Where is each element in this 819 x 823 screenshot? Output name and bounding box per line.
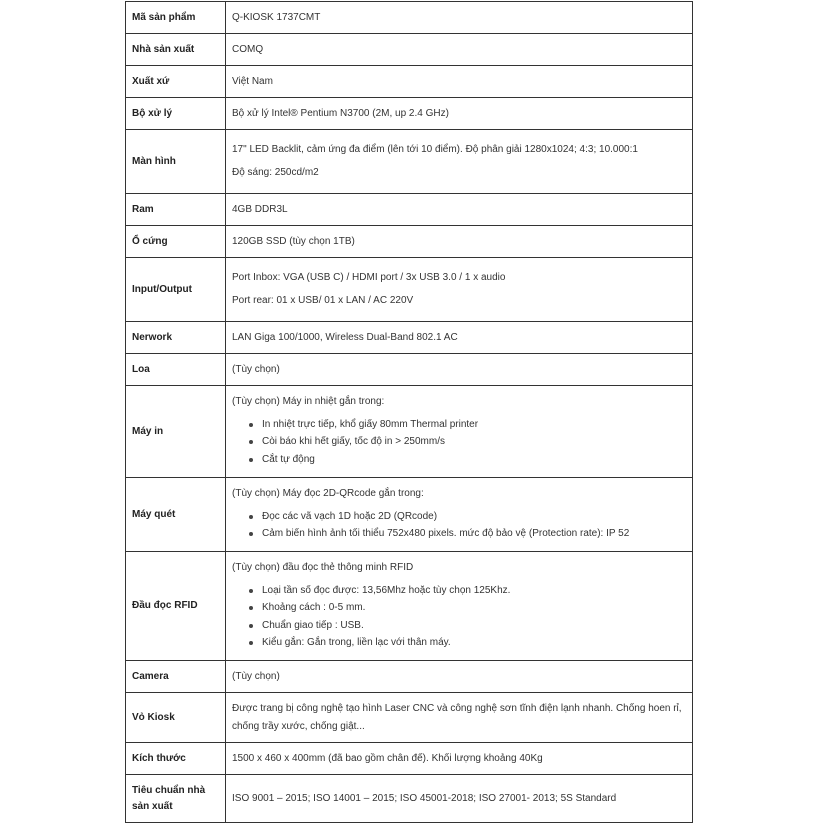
row-value: Việt Nam: [226, 66, 693, 98]
row-line: Được trang bị công nghệ tạo hình Laser CNC và công nghệ sơn tĩnh điện lạnh nhanh. Chống hoen rỉ, chống trầy xước, chống giật...: [232, 702, 682, 732]
row-label: Ram: [126, 194, 226, 226]
row-label: Máy quét: [126, 478, 226, 552]
row-value: [226, 552, 693, 661]
row-value: 1500 x 460 x 400mm (đã bao gồm chân đế). Khối lượng khoảng 40Kg: [226, 743, 693, 775]
row-value: 120GB SSD (tùy chọn 1TB): [226, 226, 693, 258]
row-label: Mã sản phẩm: [126, 2, 226, 34]
table-row: [126, 226, 693, 258]
table-row: [126, 775, 693, 823]
row-label: Màn hình: [126, 130, 226, 194]
row-value: [226, 693, 693, 743]
row-value: [226, 258, 693, 322]
list-item: In nhiệt trực tiếp, khổ giấy 80mm Thermal printer: [232, 416, 686, 434]
row-label: Input/Output: [126, 258, 226, 322]
table-row: [126, 2, 693, 34]
row-line: Port Inbox: VGA (USB C) / HDMI port / 3x USB 3.0 / 1 x audio: [232, 272, 506, 283]
row-line: Độ sáng: 250cd/m2: [232, 167, 319, 178]
row-label: Ổ cứng: [126, 226, 226, 258]
row-value: (Tùy chọn): [226, 354, 693, 386]
list-item: Cảm biến hình ảnh tối thiểu 752x480 pixels. mức độ bảo vệ (Protection rate): IP 52: [232, 525, 686, 543]
list-item: Còi báo khi hết giấy, tốc độ in > 250mm/s: [232, 433, 686, 451]
row-value: [226, 478, 693, 552]
row-label: Bộ xử lý: [126, 98, 226, 130]
table-row: [126, 130, 693, 194]
table-row: [126, 354, 693, 386]
row-value: Bộ xử lý Intel® Pentium N3700 (2M, up 2.4 GHz): [226, 98, 693, 130]
list-item: Chuẩn giao tiếp : USB.: [232, 617, 686, 635]
table-row: [126, 34, 693, 66]
table-row: [126, 743, 693, 775]
bullet-list: [232, 416, 686, 469]
row-label: Vỏ Kiosk: [126, 693, 226, 743]
row-label: Nhà sản xuất: [126, 34, 226, 66]
row-line: Port rear: 01 x USB/ 01 x LAN / AC 220V: [232, 295, 414, 306]
list-item: Cắt tự động: [232, 451, 686, 469]
row-value: ISO 9001 – 2015; ISO 14001 – 2015; ISO 45001-2018; ISO 27001- 2013; 5S Standard: [226, 775, 693, 823]
row-value: 4GB DDR3L: [226, 194, 693, 226]
row-value: LAN Giga 100/1000, Wireless Dual-Band 802.1 AC: [226, 322, 693, 354]
list-item: Khoảng cách : 0-5 mm.: [232, 599, 686, 617]
row-label: Kích thước: [126, 743, 226, 775]
row-intro: (Tùy chọn) Máy in nhiệt gắn trong:: [232, 395, 385, 407]
row-value: [226, 130, 693, 194]
table-row: [126, 258, 693, 322]
list-item: Loại tần số đọc được: 13,56Mhz hoặc tùy chọn 125Khz.: [232, 582, 686, 600]
row-value: (Tùy chọn): [226, 661, 693, 693]
table-row: [126, 661, 693, 693]
table-row: [126, 478, 693, 552]
list-item: Đọc các vã vạch 1D hoặc 2D (QRcode): [232, 508, 686, 526]
table-row: [126, 386, 693, 478]
bullet-list: [232, 582, 686, 652]
table-row: [126, 322, 693, 354]
row-label: Máy in: [126, 386, 226, 478]
table-row: [126, 194, 693, 226]
row-value: [226, 386, 693, 478]
row-label: Tiêu chuẩn nhà sản xuất: [126, 775, 226, 823]
row-label: Đầu đọc RFID: [126, 552, 226, 661]
bullet-list: [232, 508, 686, 543]
row-intro: (Tùy chọn) Máy đọc 2D-QRcode gắn trong:: [232, 487, 424, 499]
row-value: COMQ: [226, 34, 693, 66]
table-row: [126, 693, 693, 743]
table-row: [126, 66, 693, 98]
row-label: Xuất xứ: [126, 66, 226, 98]
row-intro: (Tùy chọn) đầu đọc thẻ thông minh RFID: [232, 561, 414, 573]
list-item: Kiểu gắn: Gắn trong, liền lạc với thân máy.: [232, 634, 686, 652]
row-label: Camera: [126, 661, 226, 693]
table-row: [126, 98, 693, 130]
row-label: Nerwork: [126, 322, 226, 354]
spec-table: [125, 1, 693, 823]
row-label: Loa: [126, 354, 226, 386]
table-row: [126, 552, 693, 661]
row-value: Q-KIOSK 1737CMT: [226, 2, 693, 34]
row-line: 17" LED Backlit, cảm ứng đa điểm (lên tới 10 điểm). Độ phân giải 1280x1024; 4:3; 10.000:1: [232, 144, 638, 155]
